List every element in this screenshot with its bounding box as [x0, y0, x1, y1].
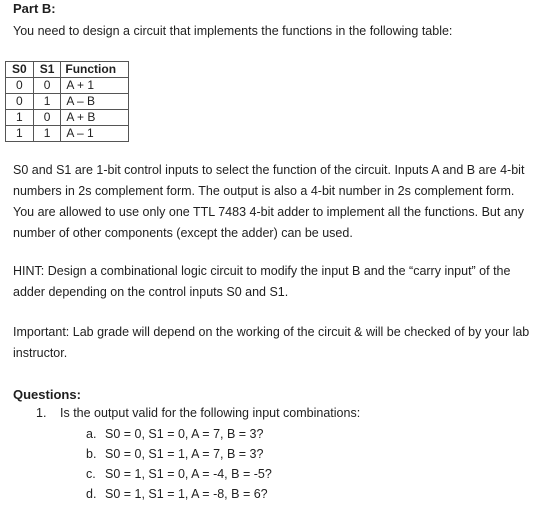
description-paragraph — [13, 160, 558, 244]
header-function: Function — [61, 62, 129, 78]
description-line: numbers in 2s complement form. The output is also a 4-bit number in 2s complement form. — [13, 184, 515, 198]
table-cell: 0 — [33, 110, 61, 126]
table-row — [6, 94, 129, 110]
sub-question-letter: a. — [86, 427, 97, 441]
description-line: S0 and S1 are 1-bit control inputs to select the function of the circuit. Inputs A and B are 4-bit — [13, 163, 525, 177]
table-row — [6, 126, 129, 142]
sub-question-letter: b. — [86, 447, 97, 461]
table-row — [6, 110, 129, 126]
hint-line: adder depending on the control inputs S0 and S1. — [13, 285, 289, 299]
table-cell: 0 — [33, 78, 61, 94]
part-title: Part B: — [13, 1, 56, 16]
sub-question-text: S0 = 0, S1 = 1, A = 7, B = 3? — [105, 447, 264, 461]
table-cell: 1 — [33, 94, 61, 110]
table-cell: 0 — [6, 94, 34, 110]
header-s1: S1 — [33, 62, 61, 78]
sub-question-letter: d. — [86, 487, 97, 501]
table-cell: A + B — [61, 110, 129, 126]
table-cell: 1 — [6, 126, 34, 142]
table-cell: A – 1 — [61, 126, 129, 142]
questions-title: Questions: — [13, 387, 81, 402]
sub-question-text: S0 = 1, S1 = 0, A = -4, B = -5? — [105, 467, 272, 481]
question-number: 1. — [36, 406, 47, 420]
question-text: Is the output valid for the following input combinations: — [60, 406, 361, 420]
sub-question-text: S0 = 0, S1 = 0, A = 7, B = 3? — [105, 427, 264, 441]
intro-text: You need to design a circuit that implements the functions in the following table: — [13, 24, 453, 38]
hint-line: HINT: Design a combinational logic circuit to modify the input B and the “carry input” of the — [13, 264, 511, 278]
important-line: Important: Lab grade will depend on the working of the circuit & will be checked of by your lab — [13, 325, 530, 339]
description-line: You are allowed to use only one TTL 7483 4-bit adder to implement all the functions. But any — [13, 205, 524, 219]
table-cell: 0 — [6, 78, 34, 94]
table-cell: 1 — [33, 126, 61, 142]
sub-question-text: S0 = 1, S1 = 1, A = -8, B = 6? — [105, 487, 268, 501]
table-header-row — [6, 62, 129, 78]
function-table — [5, 61, 129, 142]
table-cell: A – B — [61, 94, 129, 110]
description-line: number of other components (except the adder) can be used. — [13, 226, 353, 240]
table-cell: 1 — [6, 110, 34, 126]
hint-paragraph — [13, 261, 558, 303]
header-s0: S0 — [6, 62, 34, 78]
table-row — [6, 78, 129, 94]
table-cell: A + 1 — [61, 78, 129, 94]
important-line: instructor. — [13, 346, 68, 360]
important-paragraph — [13, 322, 558, 364]
sub-question-letter: c. — [86, 467, 96, 481]
